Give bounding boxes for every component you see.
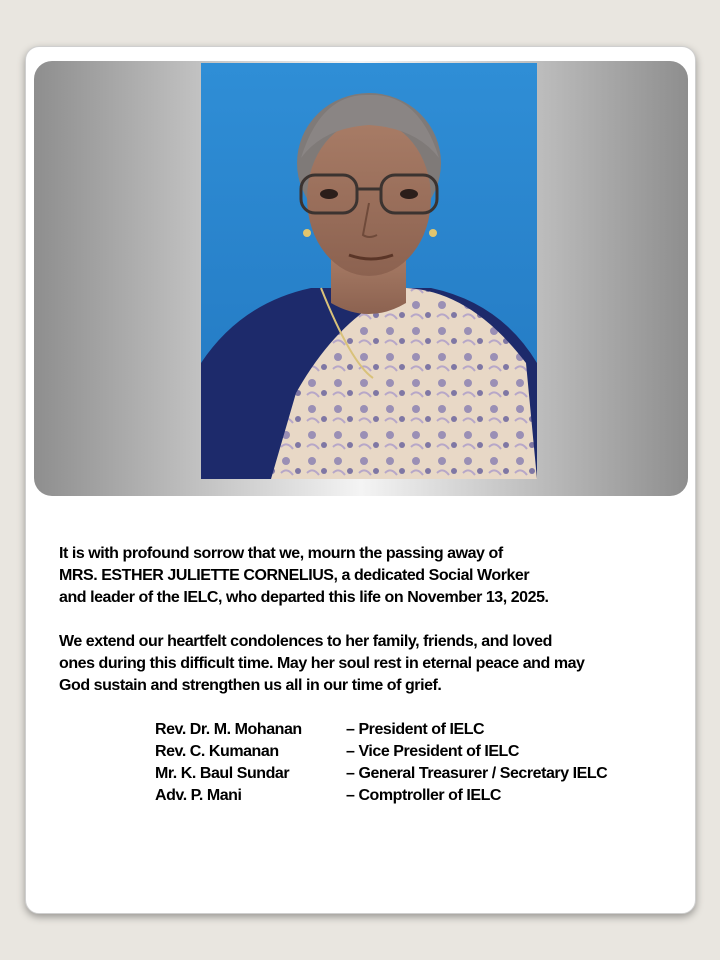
message-line: We extend our heartfelt condolences to her family, friends, and loved <box>59 633 552 650</box>
message-line: MRS. ESTHER JULIETTE CORNELIUS, a dedicated Social Worker <box>59 567 530 584</box>
signatories-list <box>155 719 679 807</box>
signatory-name: Mr. K. Baul Sundar <box>155 765 290 782</box>
signatory-title: – President of IELC <box>346 721 485 738</box>
signatory-name: Rev. C. Kumanan <box>155 743 279 760</box>
signatory-row <box>155 785 679 807</box>
message-line: and leader of the IELC, who departed this life on November 13, 2025. <box>59 589 549 606</box>
signatory-row <box>155 741 679 763</box>
memorial-slide <box>25 46 696 914</box>
signatory-name: Rev. Dr. M. Mohanan <box>155 721 302 738</box>
message-line: ones during this difficult time. May her soul rest in eternal peace and may <box>59 655 585 672</box>
message-paragraph-2 <box>59 631 679 697</box>
signatory-title: – General Treasurer / Secretary IELC <box>346 765 608 782</box>
signatory-title: – Vice President of IELC <box>346 743 519 760</box>
signatory-title: – Comptroller of IELC <box>346 787 502 804</box>
signatory-name: Adv. P. Mani <box>155 787 242 804</box>
message-line: God sustain and strengthen us all in our time of grief. <box>59 677 442 694</box>
message-line: It is with profound sorrow that we, mourn the passing away of <box>59 545 503 562</box>
portrait-illustration <box>201 63 537 479</box>
photo-banner <box>34 61 688 496</box>
portrait-photo <box>201 63 537 479</box>
message-paragraph-1 <box>59 543 679 609</box>
signatory-row <box>155 763 679 785</box>
signatory-row <box>155 719 679 741</box>
condolence-message <box>59 543 679 807</box>
